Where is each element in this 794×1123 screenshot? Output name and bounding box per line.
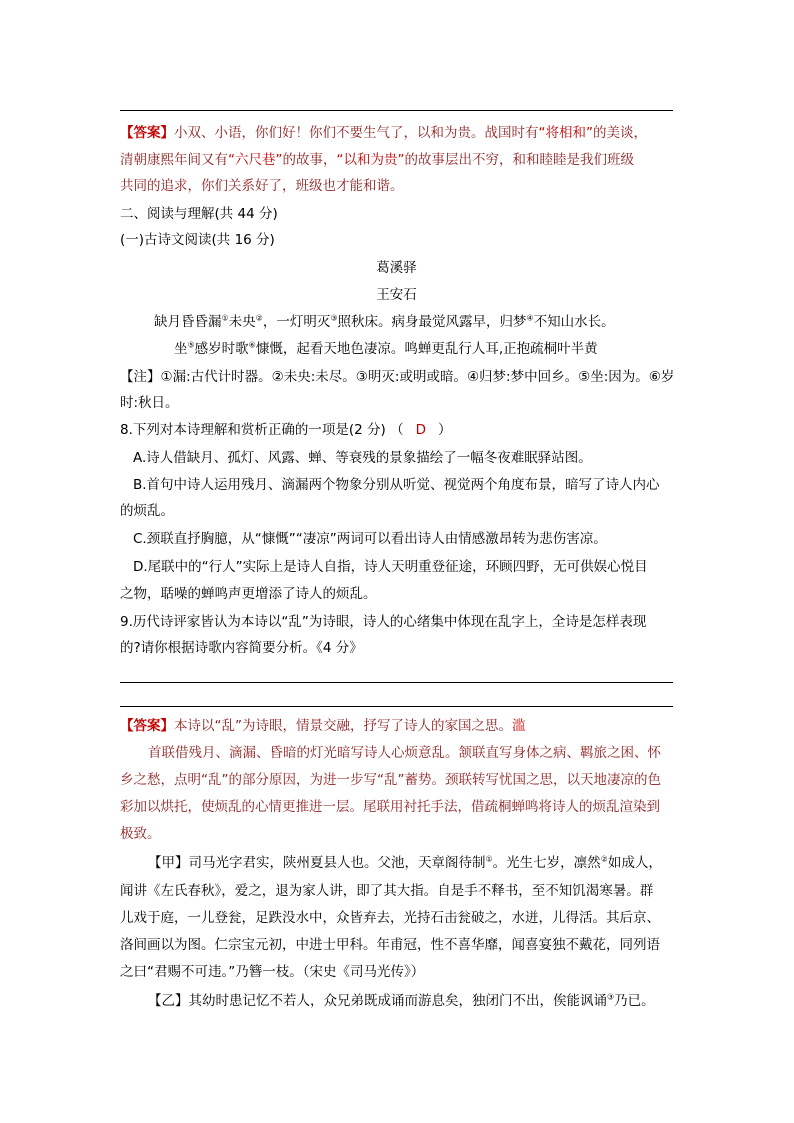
option-d-line-2: 之物，聒噪的蝉鸣声更增添了诗人的烦乱。 bbox=[120, 586, 377, 602]
passage-jia-line-3: 儿戏于庭，一儿登瓮，足跌没水中，众皆弃去，光持石击瓮破之，水迸，儿得活。其后京、 bbox=[120, 910, 660, 926]
note-line-2: 时:秋日。 bbox=[120, 395, 179, 411]
answer-2-line-5: 极致。 bbox=[120, 826, 161, 842]
horizontal-rule bbox=[120, 110, 673, 111]
section-heading: 二、阅读与理解(共 44 分) bbox=[120, 206, 278, 222]
passage-jia-line-2: 闻讲《左氏春秋》，爱之，退为家人讲，即了其大指。自是手不释书，至不知饥渴寒暑。群 bbox=[120, 883, 654, 899]
passage-jia-line-1: 【甲】司马光字君实，陕州夏县人也。父池，天章阁待制①。光生七岁，凛然②如成人， bbox=[148, 854, 662, 871]
poem-title: 葛溪驿 bbox=[376, 260, 417, 276]
answer-blank-line-2 bbox=[120, 706, 673, 707]
passage-jia-line-4: 洛间画以为图。仁宗宝元初，中进士甲科。年甫冠，性不喜华靡，闻喜宴独不戴花，同列语 bbox=[120, 937, 660, 953]
option-d-line-1: D.尾联中的“行人”实际上是诗人自指，诗人天明重登征途，环顾四野，无可供娱心悦目 bbox=[133, 559, 648, 575]
answer-2-line-1: 【答案】本诗以“乱”为诗眼，情景交融，抒写了诗人的家国之思。滥 bbox=[120, 718, 526, 734]
poem-author: 王安石 bbox=[376, 287, 417, 303]
question-8-stem: 8.下列对本诗理解和赏析正确的一项是(2 分) （ D ） bbox=[120, 422, 452, 438]
question-8-answer: D bbox=[415, 422, 426, 438]
answer-1-line-1: 【答案】小双、小语，你们好！你们不要生气了，以和为贵。战国时有“将相和”的美谈， bbox=[120, 125, 647, 141]
answer-1-line-2: 清朝康熙年间又有“六尺巷”的故事，“以和为贵”的故事层出不穷，和和睦睦是我们班级 bbox=[120, 152, 634, 168]
option-a: A.诗人借缺月、孤灯、风露、蝉、等衰残的景象描绘了一幅冬夜难眠驿站图。 bbox=[133, 450, 592, 466]
answer-2-line-3: 乡之愁，点明“乱”的部分原因，为进一步写“乱”蓄势。颈联转写忧国之思，以天地凄凉的色 bbox=[120, 772, 661, 788]
poem-line-1: 缺月昏昏漏①未央②，一灯明灭③照秋床。病身最觉风露早，归梦④不知山水长。 bbox=[154, 313, 615, 330]
option-c: C.颈联直抒胸臆，从“慷慨”“凄凉”两词可以看出诗人由情感激昂转为悲伤害凉。 bbox=[133, 531, 607, 547]
option-b-line-1: B.首句中诗人运用残月、滴漏两个物象分别从听觉、视觉两个角度布景，暗写了诗人内心 bbox=[133, 477, 660, 493]
answer-blank-line-1 bbox=[120, 682, 673, 683]
question-9-line-1: 9.历代诗评家皆认为本诗以“乱”为诗眼，诗人的心绪集中体现在乱字上，全诗是怎样表现 bbox=[120, 614, 647, 630]
subsection-heading: (一)古诗文阅读(共 16 分) bbox=[120, 232, 275, 248]
note-line-1: 【注】①漏:古代计时器。②未央:未尽。③明灭:或明或暗。④归梦:梦中回乡。⑤坐:因为。⑥岁 bbox=[120, 369, 675, 385]
passage-jia-line-5: 之曰“君赐不可违。”乃簪一枝。（宋史《司马光传》） bbox=[120, 964, 425, 980]
poem-line-2: 坐⑤感岁时歌⑥慷慨，起看天地色凄凉。鸣蝉更乱行人耳,正抱疏桐叶半黄 bbox=[174, 340, 598, 357]
answer-tag: 【答案】 bbox=[120, 718, 174, 734]
option-b-line-2: 的烦乱。 bbox=[120, 503, 174, 519]
answer-tag: 【答案】 bbox=[120, 125, 174, 141]
answer-2-line-2: 首联借残月、滴漏、昏暗的灯光暗写诗人心烦意乱。颔联直写身体之病、羁旅之困、怀 bbox=[148, 745, 661, 761]
answer-1-line-3: 共同的追求，你们关系好了，班级也才能和谐。 bbox=[120, 178, 404, 194]
question-9-line-2: 的?请你根据诗歌内容简要分析。《4 分》 bbox=[120, 640, 363, 656]
answer-2-line-4: 彩加以烘托，使烦乱的心情更推进一层。尾联用衬托手法，借疏桐蝉鸣将诗人的烦乱渲染到 bbox=[120, 799, 660, 815]
passage-yi-line-1: 【乙】其幼时患记忆不若人，众兄弟既成诵而游息矣，独闭门不出，俟能讽诵③乃已。 bbox=[148, 992, 655, 1009]
